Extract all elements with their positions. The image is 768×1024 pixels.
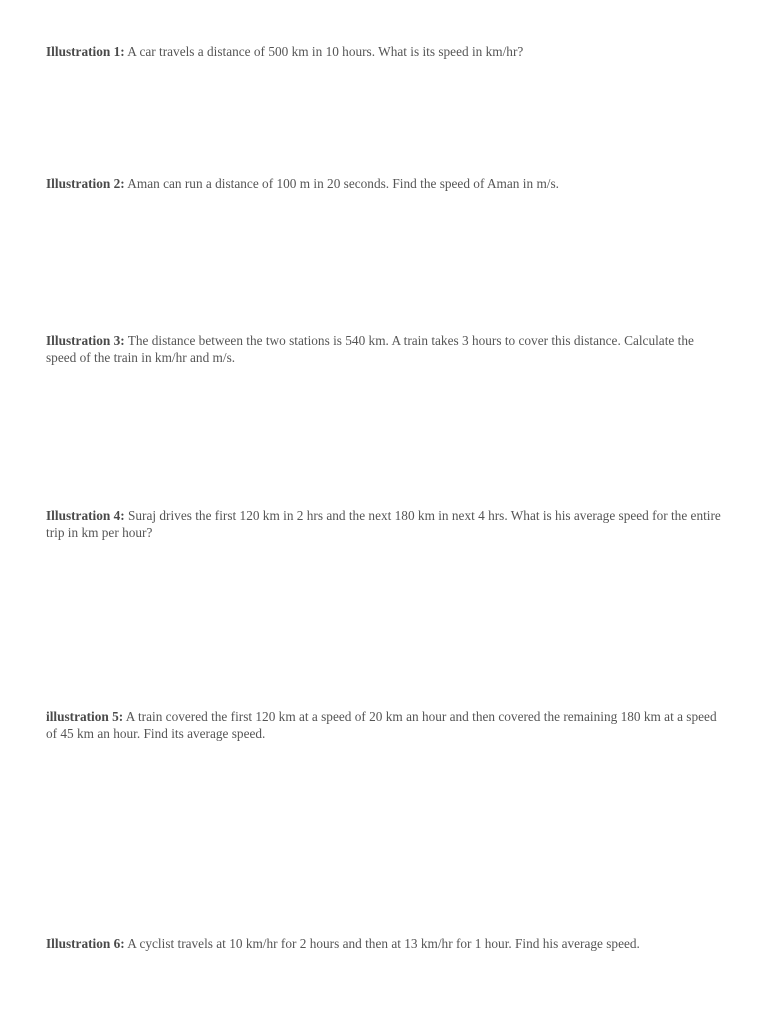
illustration-question: Suraj drives the first 120 km in 2 hrs and the next 180 km in next 4 hrs. What is his average speed for the entire trip in km per hour?	[46, 508, 721, 540]
illustration-question: A cyclist travels at 10 km/hr for 2 hours and then at 13 km/hr for 1 hour. Find his average speed.	[127, 936, 640, 951]
illustration-6	[46, 935, 724, 952]
illustration-2	[46, 175, 724, 192]
illustration-3	[46, 332, 724, 366]
illustration-label: illustration 5:	[46, 709, 124, 724]
illustration-label: Illustration 1:	[46, 44, 125, 59]
illustration-question: A train covered the first 120 km at a speed of 20 km an hour and then covered the remaining 180 km at a speed of 45 km an hour. Find its average speed.	[46, 709, 717, 741]
illustration-question: A car travels a distance of 500 km in 10 hours. What is its speed in km/hr?	[127, 44, 524, 59]
illustration-4	[46, 507, 724, 541]
illustration-5	[46, 708, 724, 742]
illustration-label: Illustration 6:	[46, 936, 125, 951]
illustration-1	[46, 43, 724, 60]
illustration-question: Aman can run a distance of 100 m in 20 seconds. Find the speed of Aman in m/s.	[127, 176, 559, 191]
illustration-label: Illustration 4:	[46, 508, 125, 523]
illustration-label: Illustration 3:	[46, 333, 125, 348]
illustration-label: Illustration 2:	[46, 176, 125, 191]
illustration-question: The distance between the two stations is 540 km. A train takes 3 hours to cover this distance. Calculate the speed of the train in km/hr and m/s.	[46, 333, 694, 365]
